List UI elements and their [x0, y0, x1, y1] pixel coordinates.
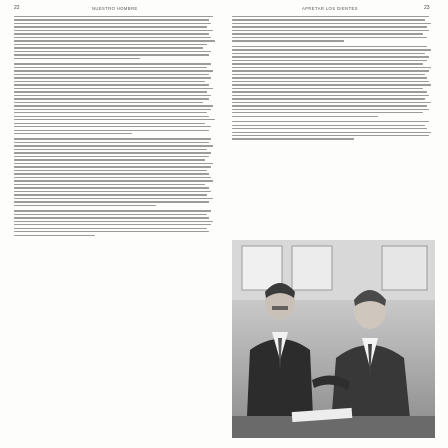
black-and-white-photo-icon	[232, 240, 435, 438]
text-line	[232, 138, 354, 139]
text-line	[14, 47, 203, 48]
text-line	[232, 105, 427, 106]
text-line	[232, 88, 423, 89]
text-line	[14, 105, 213, 106]
text-line	[14, 198, 213, 199]
text-line	[14, 95, 211, 96]
text-line	[14, 231, 209, 232]
text-line	[14, 88, 213, 89]
left-running-head: NUESTRO HOMBRE	[92, 6, 138, 11]
text-line	[232, 128, 427, 129]
text-line	[14, 180, 213, 181]
text-line	[14, 19, 209, 20]
text-line	[14, 63, 211, 64]
text-line	[232, 116, 378, 117]
text-line	[232, 84, 431, 85]
text-line	[232, 23, 431, 24]
text-line	[232, 77, 427, 78]
text-line	[14, 224, 211, 225]
text-line	[14, 228, 207, 229]
text-line	[14, 77, 211, 78]
text-line	[232, 98, 425, 99]
text-line	[14, 81, 205, 82]
right-page-number: 23	[424, 5, 430, 11]
text-line	[14, 74, 209, 75]
text-line	[14, 201, 209, 202]
text-line	[14, 149, 207, 150]
text-line	[14, 142, 209, 143]
text-line	[14, 58, 140, 59]
text-line	[14, 44, 207, 45]
text-line	[14, 67, 207, 68]
text-line	[14, 70, 213, 71]
text-line	[14, 159, 205, 160]
text-line	[14, 166, 211, 167]
text-line	[14, 23, 211, 24]
text-line	[14, 145, 213, 146]
text-line	[14, 30, 213, 31]
text-line	[14, 112, 207, 113]
text-line	[14, 130, 209, 131]
text-line	[14, 184, 205, 185]
text-line	[232, 19, 425, 20]
text-line	[232, 49, 431, 50]
text-line	[14, 191, 211, 192]
text-line	[232, 60, 427, 61]
text-line	[14, 170, 207, 171]
text-line	[232, 56, 429, 57]
text-line	[14, 33, 209, 34]
text-line	[14, 98, 209, 99]
text-line	[232, 125, 425, 126]
text-line	[232, 109, 429, 110]
text-line	[14, 194, 207, 195]
text-line	[232, 37, 427, 38]
text-line	[232, 30, 429, 31]
text-line	[232, 91, 427, 92]
text-line	[232, 63, 423, 64]
text-line	[232, 102, 431, 103]
right-page-text-column	[232, 16, 435, 142]
text-line	[232, 132, 431, 133]
text-line	[232, 135, 429, 136]
text-line	[14, 91, 207, 92]
text-line	[14, 187, 209, 188]
text-line	[14, 163, 213, 164]
text-line	[232, 46, 427, 47]
right-running-head: APRETAR LOS DIENTES	[302, 6, 358, 11]
text-line	[14, 16, 213, 17]
text-line	[232, 40, 344, 41]
text-line	[14, 116, 209, 117]
text-line	[232, 16, 429, 17]
text-line	[14, 235, 95, 236]
text-line	[232, 112, 423, 113]
text-line	[14, 109, 211, 110]
text-line	[14, 177, 211, 178]
text-line	[14, 210, 211, 211]
text-line	[14, 156, 209, 157]
text-line	[14, 54, 209, 55]
photo	[232, 240, 435, 438]
text-line	[232, 74, 425, 75]
left-page-number: 22	[14, 5, 20, 11]
text-line	[14, 217, 209, 218]
text-line	[14, 40, 215, 41]
text-line	[14, 51, 211, 52]
text-line	[14, 138, 211, 139]
text-line	[14, 37, 211, 38]
text-line	[14, 214, 207, 215]
text-line	[232, 67, 431, 68]
text-line	[232, 33, 423, 34]
text-line	[14, 26, 207, 27]
text-line	[14, 173, 209, 174]
text-line	[232, 70, 429, 71]
text-line	[14, 126, 211, 127]
text-line	[14, 205, 156, 206]
text-line	[14, 119, 215, 120]
text-line	[14, 152, 211, 153]
text-line	[232, 26, 427, 27]
text-line	[14, 221, 213, 222]
text-line	[232, 81, 429, 82]
left-page-text-column	[14, 16, 217, 238]
text-line	[14, 123, 205, 124]
text-line	[232, 95, 429, 96]
text-line	[14, 102, 203, 103]
text-line	[14, 133, 132, 134]
text-line	[232, 53, 425, 54]
text-line	[14, 84, 209, 85]
text-line	[232, 121, 429, 122]
